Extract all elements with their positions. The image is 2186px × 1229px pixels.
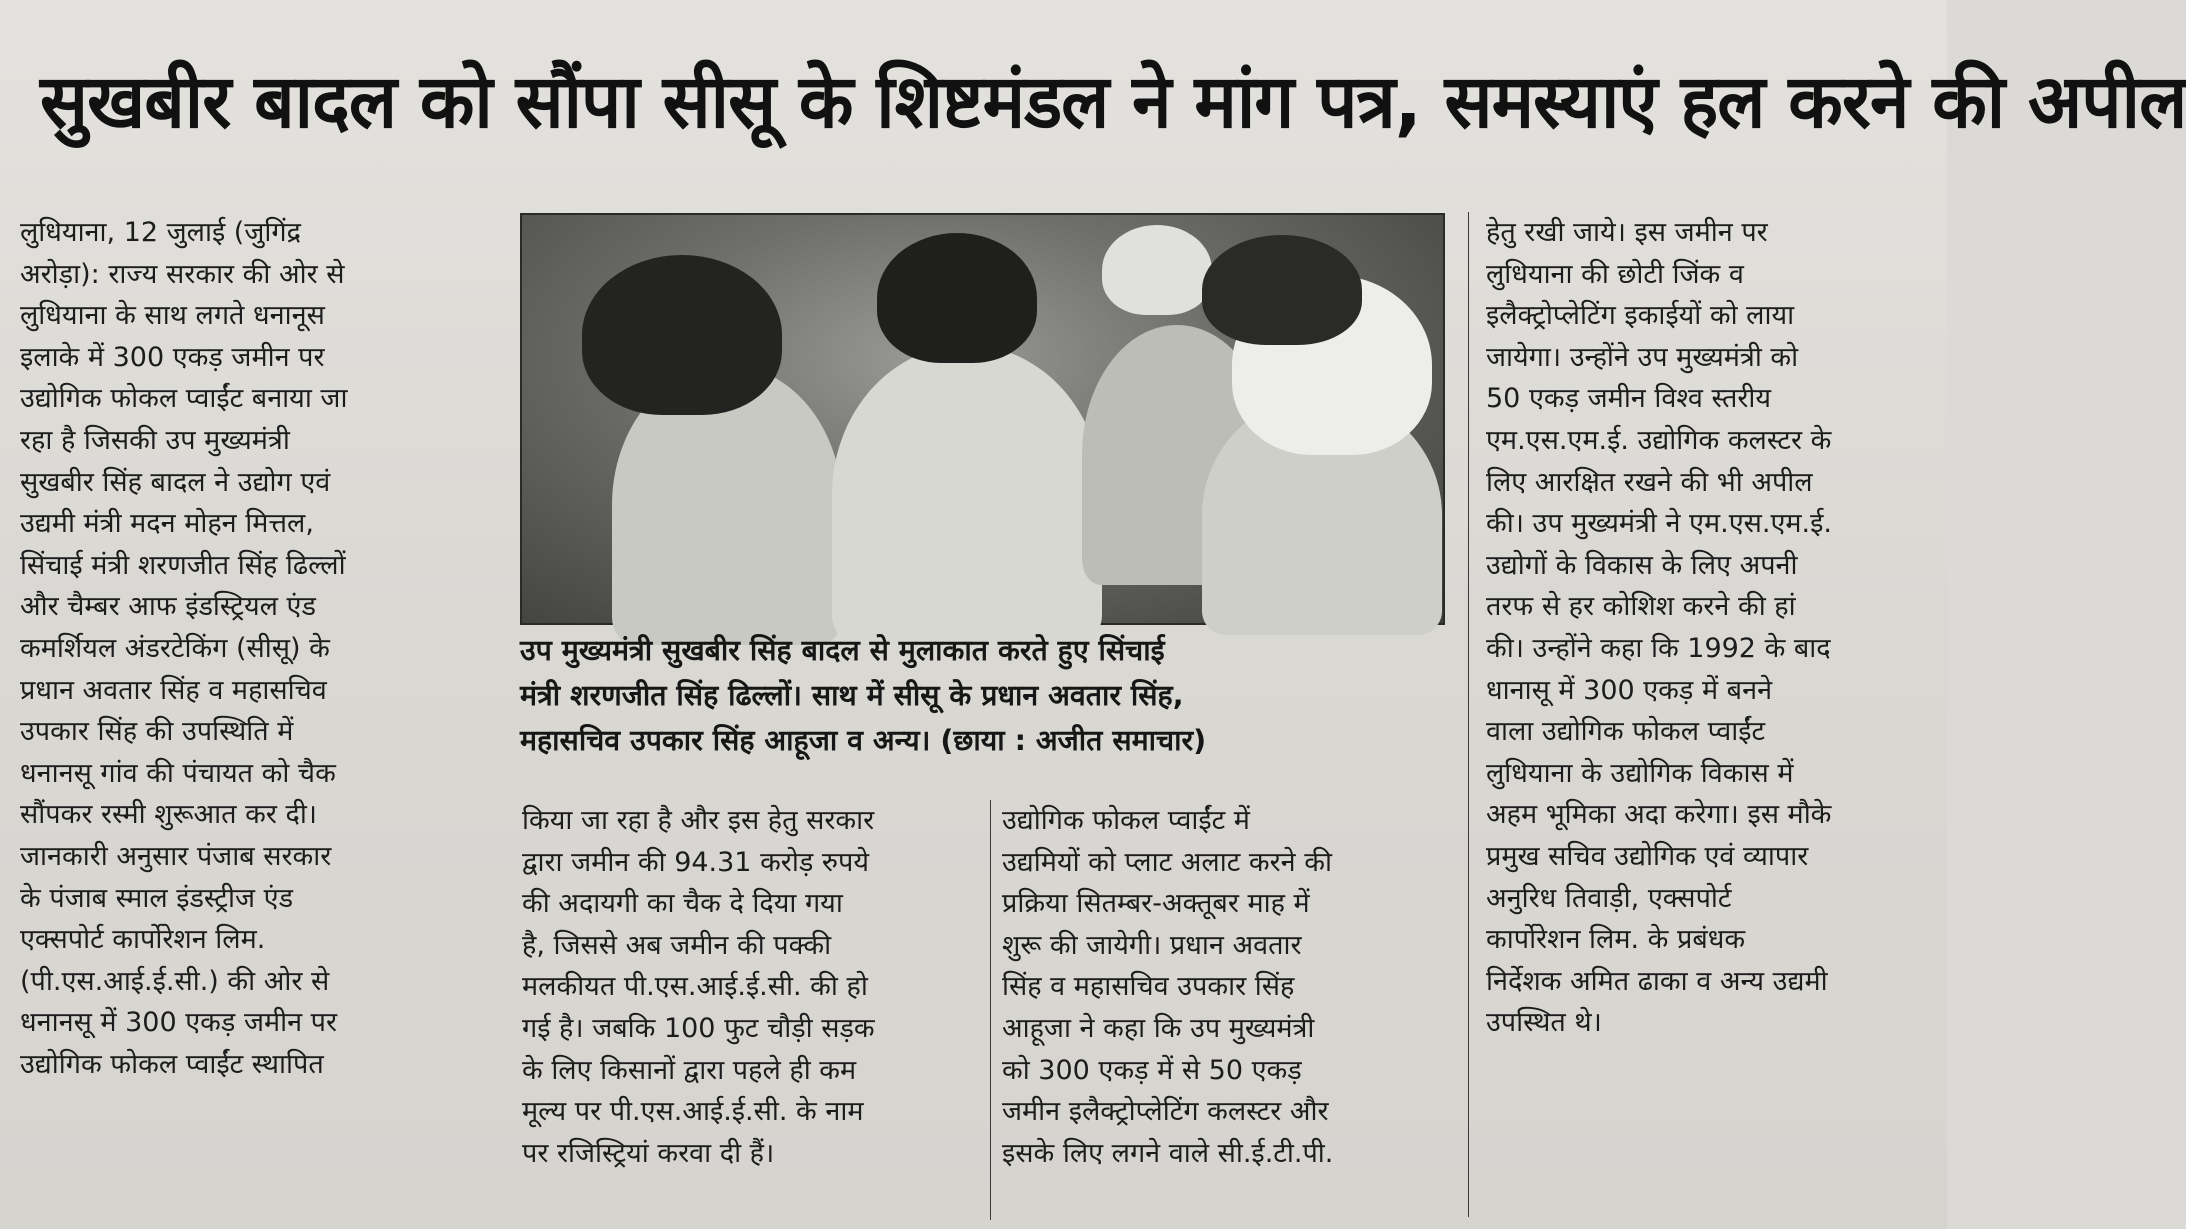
article-line: सिंचाई मंत्री शरणजीत सिंह ढिल्लों: [20, 549, 346, 581]
column-divider: [1468, 212, 1469, 1217]
article-line: हेतु रखी जाये। इस जमीन पर: [1486, 217, 1768, 248]
article-line: पर रजिस्ट्रियां करवा दी हैं।: [522, 1137, 775, 1169]
article-line: इलैक्ट्रोप्लेटिंग इकाईयों को लाया: [1486, 300, 1795, 332]
caption-line: महासचिव उपकार सिंह आहूजा व अन्य। (छाया : अजीत समाचार): [520, 724, 1207, 757]
article-line: कार्पोरेशन लिम. के प्रबंधक: [1486, 924, 1746, 956]
article-column-1: [20, 212, 480, 1085]
article-line: गई है। जबकि 100 फुट चौड़ी सड़क: [522, 1012, 875, 1044]
article-line: लुधियाना, 12 जुलाई (जुगिंद्र: [20, 217, 301, 248]
article-line: उद्योगिक फोकल प्वाईंट में: [1002, 805, 1250, 836]
article-line: रहा है जिसकी उप मुख्यमंत्री: [20, 424, 290, 456]
article-line: उपकार सिंह की उपस्थिति में: [20, 716, 294, 748]
article-line: धानासू में 300 एकड़ में बनने: [1486, 674, 1773, 706]
article-line: 50 एकड़ जमीन विश्व स्तरीय: [1486, 383, 1772, 415]
article-line: की अदायगी का चैक दे दिया गया: [522, 888, 843, 920]
article-line: लुधियाना की छोटी जिंक व: [1486, 258, 1744, 290]
article-line: प्रधान अवतार सिंह व महासचिव: [20, 674, 327, 706]
article-line: (पी.एस.आई.ई.सी.) की ओर से: [20, 965, 330, 997]
article-column-3: [1002, 800, 1442, 1174]
article-line: जमीन इलैक्ट्रोप्लेटिंग कलस्टर और: [1002, 1096, 1329, 1128]
headline: सुखबीर बादल को सौंपा सीसू के शिष्टमंडल ने मांग पत्र, समस्याएं हल करने की अपील: [40, 59, 2186, 145]
article-line: प्रमुख सचिव उद्योगिक एवं व्यापार: [1486, 840, 1809, 872]
article-line: है, जिससे अब जमीन की पक्की: [522, 929, 832, 961]
article-line: जानकारी अनुसार पंजाब सरकार: [20, 840, 332, 872]
article-line: शुरू की जायेगी। प्रधान अवतार: [1002, 929, 1302, 961]
article-line: के लिए किसानों द्वारा पहले ही कम: [522, 1054, 857, 1086]
photo-caption: [520, 628, 1441, 763]
article-line: वाला उद्योगिक फोकल प्वाईंट: [1486, 716, 1766, 748]
article-column-4: [1486, 212, 1926, 1044]
photo-turban: [1202, 235, 1362, 345]
caption-line: मंत्री शरणजीत सिंह ढिल्लों। साथ में सीसू के प्रधान अवतार सिंह,: [520, 679, 1184, 712]
article-line: द्वारा जमीन की 94.31 करोड़ रुपये: [522, 846, 870, 878]
article-line: मूल्य पर पी.एस.आई.ई.सी. के नाम: [522, 1096, 864, 1128]
article-line: निर्देशक अमित ढाका व अन्य उद्यमी: [1486, 965, 1828, 997]
article-line: उद्योगिक फोकल प्वाईंट स्थापित: [20, 1048, 324, 1080]
article-line: उपस्थित थे।: [1486, 1007, 1602, 1039]
article-line: जायेगा। उन्होंने उप मुख्यमंत्री को: [1486, 341, 1799, 373]
article-line: इसके लिए लगने वाले सी.ई.टी.पी.: [1002, 1137, 1334, 1169]
photo-figure: [832, 345, 1102, 645]
article-line: की। उप मुख्यमंत्री ने एम.एस.एम.ई.: [1486, 508, 1832, 540]
article-line: धनानसू गांव की पंचायत को चैक: [20, 757, 336, 789]
article-line: इलाके में 300 एकड़ जमीन पर: [20, 341, 325, 373]
article-line: उद्योगिक फोकल प्वाईंट बनाया जा: [20, 383, 348, 415]
article-line: उद्यमियों को प्लाट अलाट करने की: [1002, 846, 1332, 878]
article-line: सुखबीर सिंह बादल ने उद्योग एवं: [20, 466, 331, 498]
article-line: लुधियाना के उद्योगिक विकास में: [1486, 757, 1794, 789]
news-photo: [520, 213, 1445, 625]
article-line: कमर्शियल अंडरटेकिंग (सीसू) के: [20, 632, 330, 664]
article-line: की। उन्होंने कहा कि 1992 के बाद: [1486, 632, 1831, 664]
article-line: लिए आरक्षित रखने की भी अपील: [1486, 466, 1813, 498]
article-column-2: [522, 800, 957, 1174]
article-line: अनुरिध तिवाड़ी, एक्सपोर्ट: [1486, 882, 1732, 914]
article-line: लुधियाना के साथ लगते धनानूस: [20, 300, 325, 332]
article-line: तरफ से हर कोशिश करने की हां: [1486, 591, 1796, 623]
article-line: मलकीयत पी.एस.आई.ई.सी. की हो: [522, 971, 868, 1003]
article-line: अहम भूमिका अदा करेगा। इस मौके: [1486, 799, 1832, 831]
article-line: सौंपकर रस्मी शुरूआत कर दी।: [20, 799, 318, 831]
photo-turban: [1102, 225, 1212, 315]
article-line: उद्योगों के विकास के लिए अपनी: [1486, 549, 1798, 581]
article-line: आहूजा ने कहा कि उप मुख्यमंत्री: [1002, 1012, 1315, 1044]
article-line: किया जा रहा है और इस हेतु सरकार: [522, 805, 875, 836]
article-line: के पंजाब स्माल इंडस्ट्रीज एंड: [20, 882, 294, 914]
caption-line: उप मुख्यमंत्री सुखबीर सिंह बादल से मुलाकात करते हुए सिंचाई: [520, 634, 1165, 667]
article-line: अरोड़ा): राज्य सरकार की ओर से: [20, 258, 345, 290]
article-line: और चैम्बर आफ इंडस्ट्रियल एंड: [20, 591, 316, 623]
article-line: को 300 एकड़ में से 50 एकड़: [1002, 1054, 1302, 1086]
photo-turban: [582, 255, 782, 415]
photo-turban: [877, 233, 1037, 363]
article-line: प्रक्रिया सितम्बर-अक्तूबर माह में: [1002, 888, 1310, 920]
article-line: उद्यमी मंत्री मदन मोहन मित्तल,: [20, 508, 314, 540]
article-line: एम.एस.एम.ई. उद्योगिक कलस्टर के: [1486, 424, 1832, 456]
column-divider: [990, 800, 991, 1220]
article-line: एक्सपोर्ट कार्पोरेशन लिम.: [20, 924, 266, 956]
article-line: धनानसू में 300 एकड़ जमीन पर: [20, 1007, 338, 1039]
article-line: सिंह व महासचिव उपकार सिंह: [1002, 971, 1295, 1003]
